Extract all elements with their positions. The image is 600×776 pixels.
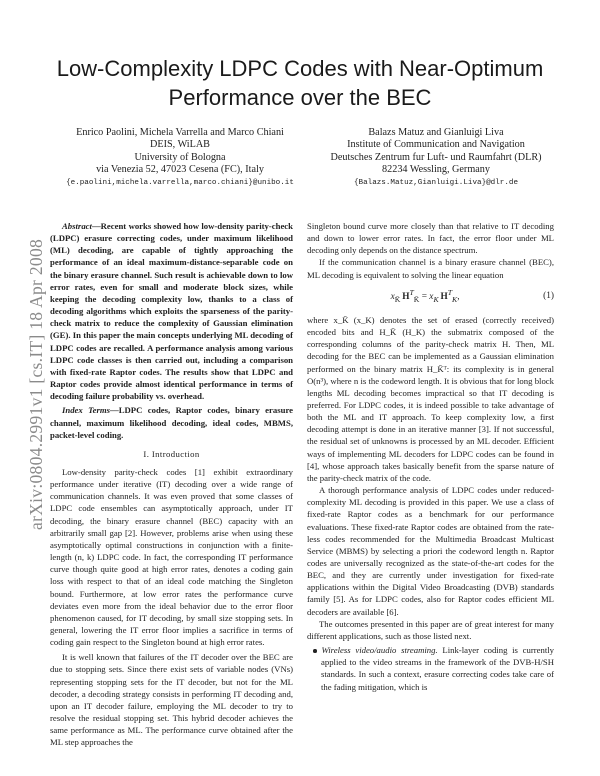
authors-right	[306, 127, 566, 189]
authors-left-addr: via Venezia 52, 47023 Cesena (FC), Italy	[96, 164, 264, 176]
equation-body: $x_{K̄}$ $H^T_{K̄} = x_K$ $H^T_K$,	[390, 287, 460, 304]
intro-paragraph-2: It is well known that failures of the IT decoder over the BEC are due to stopping sets. Since there exist sets of variable nodes (VNs) representing stopping sets for the IT decoder, but not for the ML decoder, a decoding strategy consists in performing IT decoding and, upon an IT decoder failure, employing the ML decoder to try to resolve the residual stopping set. This hybrid decoder achieves the same performance as ML. The performance curve obtained after the ML step approaches the	[50, 652, 293, 748]
bullet-icon	[313, 649, 317, 653]
left-column	[50, 220, 293, 749]
section-heading: I. Introduction	[143, 448, 200, 459]
index-terms-body: —LDPC codes, Raptor codes, binary erasure channel, maximum likelihood decoding, ideal codes, MBMS, packet-level coding.	[50, 405, 294, 440]
bullet-lead: Wireless video/audio streaming.	[321, 645, 438, 656]
right-paragraph-2: If the communication channel is a binary erasure channel (BEC), ML decoding is equivalent to solving the linear equation	[307, 257, 554, 280]
right-paragraph-4: A thorough performance analysis of LDPC codes under reduced-complexity ML decoding is provided in this paper. We use a class of fixed-rate Raptor codes as a benchmark for our performance evaluations. These fixed-rate Raptor codes are obtained from the rate-less codes recommended for the Multimedia Broadcast Multicast Service (MBMS) by selecting a priori the codeword length n. Raptor codes are universally recognized as the state-of-the-art codes for the BEC, and they are currently under investigation for fixed-rate applications within the Digital Video Broadcasting (DVB) standards family [5]. As for LDPC codes, also for Raptor codes efficient ML decoders are available [6].	[307, 485, 554, 617]
index-terms	[50, 404, 293, 440]
authors-left-names: Enrico Paolini, Michela Varrella and Marco Chiani	[76, 127, 284, 138]
authors-right-names: Balazs Matuz and Gianluigi Liva	[368, 127, 504, 138]
intro-paragraph-1: Low-density parity-check codes [1] exhibit extraordinary performance under iterative (IT) decoding over a wide range of communication channels. It was even proved that some classes of LDPC code ensembles can asymptotically approach, under IT decoding, the binary erasure channel (BEC) capacity with an arbitrarily small gap [2]. However, problems arise when using these asymptotically optimal constructions in conjunction with a finite-length (n, k) LDPC code. In fact, the corresponding IT performance curve though quite good at high error rates, denotes a coding gain loss with respect to that of an ideal code matching the Singleton bound. Furthermore, at low error rates the performance curve deviates even more from the ideal behavior due to the error floor phenomenon caused, for IT decoding, by small size stopping sets. In general, lowering the IT error floor implies a sacrifice in terms of coding gain respect to the Singleton bound at high error rates.	[50, 466, 293, 648]
equation-number: (1)	[543, 291, 554, 302]
authors-left-univ: University of Bologna	[134, 151, 226, 163]
arxiv-identifier: arXiv:0804.2991v1 [cs.IT] 18 Apr 2008	[26, 238, 46, 530]
right-column	[307, 220, 554, 693]
authors-right-email: {Balazs.Matuz,Gianluigi.Liva}@dlr.de	[353, 178, 519, 187]
authors-right-dept: Institute of Communication and Navigation	[347, 139, 525, 151]
authors-left-dept: DEIS, WiLAB	[150, 139, 210, 151]
authors-right-addr: 82234 Wessling, Germany	[382, 164, 490, 176]
paper-title-line2: Performance over the BEC	[168, 85, 432, 110]
authors-left	[48, 127, 312, 189]
right-paragraph-3: where x_K̄ (x_K) denotes the set of erased (correctly received) encoded bits and H_K̄ (H_K) the submatrix composed of the corresponding columns of the parity-check matrix H. Then, ML decoding for the BEC can be implemented as a Gaussian elimination performed on the binary matrix H_K̄ᵀ: its complexity is in general O(n³), where n is the codeword length. It is obvious that for long block lengths ML decoding becomes impractical so that IT decoding is preferred. For LDPC codes, it is indeed possible to take advantage of both the ML and IT approach. To keep complexity low, a first decoding attempt is done in an iterative manner [3]. If not successful, the residual set of unknowns is processed by an ML decoder. Efficient ways of implementing ML decoders for LDPC codes can be found in [4], whose approach takes basically benefit from the sparse nature of the parity-check matrix of the code.	[307, 314, 554, 483]
authors-left-email: {e.paolini,michela.varrella,marco.chiani}@unibo.it	[66, 178, 294, 187]
bullet-body: Link-layer coding is currently applied to the video streams in the framework of the DVB-H/SH standards. In such a context, erasure correcting codes take care of the fading mitigation, which is	[321, 645, 554, 692]
equation-1	[307, 287, 554, 306]
authors-right-univ: Deutsches Zentrum fur Luft- und Raumfahrt (DLR)	[330, 151, 542, 163]
right-paragraph-5: The outcomes presented in this paper are of great interest for many different applications, such as those listed next.	[307, 618, 554, 641]
abstract-body: —Recent works showed how low-density parity-check (LDPC) erasure correcting codes, under maximum likelihood (ML) decoding, are capable of tightly approaching the performance of an ideal maximum-distance-separable code on the binary erasure channel. Such result is achievable down to low error rates, even for small and moderate block sizes, while keeping the decoding complexity low, thanks to a class of decoding algorithms which exploits the sparseness of the parity-check matrix to reduce the complexity of Gaussian elimination (GE). In this paper the main concepts underlying ML decoding of LDPC codes are recalled. A performance analysis among various LDPC code classes is then carried out, including a comparison with fixed-rate Raptor codes. The results show that LDPC and Raptor codes provide almost identical performance in terms of decoding failure probability vs. overhead.	[50, 221, 293, 402]
index-terms-lead: Index Terms	[62, 405, 111, 416]
abstract-lead: Abstract	[62, 221, 92, 231]
bullet-item	[307, 644, 554, 693]
right-paragraph-1: Singleton bound curve more closely than that relative to IT decoding and down to lower error rates. In fact, the error floor under ML decoding only depends on the distance spectrum.	[307, 221, 554, 256]
abstract	[50, 220, 293, 402]
paper-title-line1: Low-Complexity LDPC Codes with Near-Optimum	[56, 56, 544, 81]
